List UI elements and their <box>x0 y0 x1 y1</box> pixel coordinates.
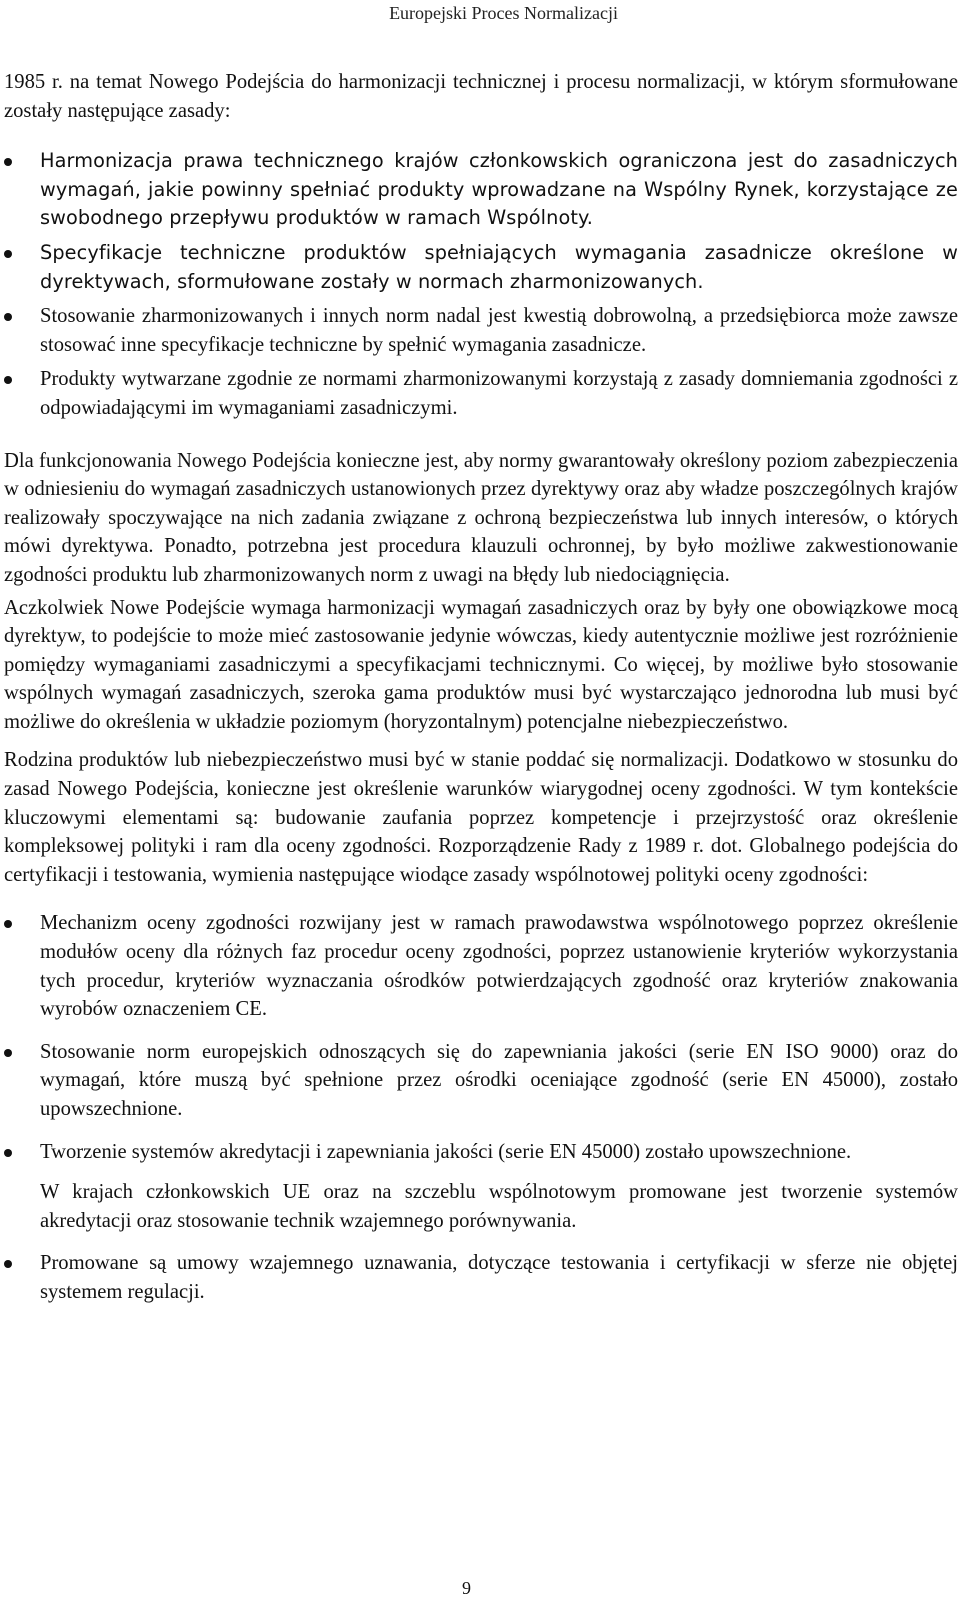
list-item-text: Tworzenie systemów akredytacji i zapewniania jakości (serie EN 45000) zostało upowszechnione. <box>40 1140 852 1163</box>
page-number-text: 9 <box>462 1578 471 1598</box>
body-paragraph: Dla funkcjonowania Nowego Podejścia konieczne jest, aby normy gwarantowały określony poziom zabezpieczenia w odniesieniu do wymagań zasadniczych ustanowionych przez dyrektywy oraz aby władze poszczególnych krajów realizowały spoczywające na nich zadania związane z ochroną bezpieczeństwa lub innych interesów, o których mówi dyrektywa. Ponadto, potrzebna jest procedura klauzuli ochronnej, by było możliwe zakwestionowanie zgodności produktu lub zharmonizowanych norm z uwagi na błędy lub niedociągnięcia. <box>4 449 958 586</box>
list-item-text: Stosowanie norm europejskich odnoszących się do zapewniania jakości (serie EN ISO 9000) oraz do wymagań, które muszą być spełnione przez ośrodki oceniające zgodność (serie EN 45000), zostało upowszechnione. <box>40 1040 958 1120</box>
bullet-icon <box>4 1149 12 1157</box>
list-item-text: Promowane są umowy wzajemnego uznawania, dotyczące testowania i certyfikacji w sferze nie objętej systemem regulacji. <box>40 1252 958 1303</box>
body-paragraph: Aczkolwiek Nowe Podejście wymaga harmonizacji wymagań zasadniczych oraz by były one obowiązkowe mocą dyrektyw, to podejście to może mieć zastosowanie jedynie wówczas, kiedy autentycznie możliwe jest rozróżnienie pomiędzy wymaganiami zasadniczymi a specyfikacjami technicznymi. Co więcej, by możliwe było stosowanie wspólnych wymagań zasadniczych, szeroka gama produktów musi być wystarczająco jednorodna lub musi być możliwe do określenia w układzie poziomym (horyzontalnym) potencjalne niebezpieczeństwo. <box>4 596 958 733</box>
list-item <box>4 1138 958 1167</box>
header-title: Europejski Proces Normalizacji <box>389 3 618 23</box>
list-item-text: Harmonizacja prawa technicznego krajów członkowskich ograniczona jest do zasadniczych wymagań, jakie powinny spełniać produkty wprowadzane na Wspólny Rynek, korzystające ze swobodnego przepływu produktów w ramach Wspólnoty. <box>40 149 958 230</box>
intro-paragraph: 1985 r. na temat Nowego Podejścia do harmonizacji technicznej i procesu normalizacji, w którym sformułowane zostały następujące zasady: <box>4 71 958 122</box>
list-item <box>4 909 958 1023</box>
indented-paragraph: W krajach członkowskich UE oraz na szczeblu wspólnotowym promowane jest tworzenie systemów akredytacji oraz stosowanie technik wzajemnego porównywania. <box>40 1181 958 1232</box>
bullet-icon <box>4 1049 12 1057</box>
conformity-principles-list-continued <box>4 1249 958 1306</box>
list-item-text: Stosowanie zharmonizowanych i innych norm nadal jest kwestią dobrowolną, a przedsiębiorca może zawsze stosować inne specyfikacje techniczne by spełnić wymagania zasadnicze. <box>40 305 958 356</box>
list-item-text: Specyfikacje techniczne produktów spełniających wymagania zasadnicze określone w dyrektywach, sformułowane zostały w normach zharmonizowanych. <box>40 240 958 293</box>
list-item-text: Produkty wytwarzane zgodnie ze normami zharmonizowanymi korzystają z zasady domniemania zgodności z odpowiadającymi im wymaganiami zasadniczymi. <box>40 368 958 419</box>
bullet-icon <box>4 313 12 321</box>
conformity-principles-list <box>4 909 958 1166</box>
body-paragraph: Rodzina produktów lub niebezpieczeństwo musi być w stanie poddać się normalizacji. Dodatkowo w stosunku do zasad Nowego Podejścia, konieczne jest określenie warunków wiarygodnej oceny zgodności. W tym kontekście kluczowymi elementami są: budowanie zaufania poprzez kompetencje i przejrzystość oraz określenie kompleksowej polityki i ram dla oceny zgodności. Rozporządzenie Rady z 1989 r. dot. Globalnego podejścia do certyfikacji i testowania, wymienia następujące wiodące zasady wspólnotowej polityki oceny zgodności: <box>4 749 958 886</box>
list-item-text: Mechanizm oceny zgodności rozwijany jest w ramach prawodawstwa wspólnotowego poprzez określenie modułów oceny dla różnych faz procedur oceny zgodności, poprzez ustanowienie kryteriów wykorzystania tych procedur, kryteriów wyznaczania ośrodków potwierdzających zgodność oraz kryteriów znakowania wyrobów oznaczeniem CE. <box>40 912 958 1021</box>
list-item <box>4 1038 958 1124</box>
bullet-icon <box>4 376 12 384</box>
bullet-icon <box>4 250 12 258</box>
bullet-icon <box>4 1260 12 1268</box>
list-item <box>4 1249 958 1306</box>
list-item <box>4 365 958 422</box>
principles-list <box>4 147 958 422</box>
list-item <box>4 239 958 296</box>
bullet-icon <box>4 920 12 928</box>
bullet-icon <box>4 158 12 166</box>
page-content <box>4 68 958 1321</box>
list-item <box>4 147 958 233</box>
list-item <box>4 302 958 359</box>
